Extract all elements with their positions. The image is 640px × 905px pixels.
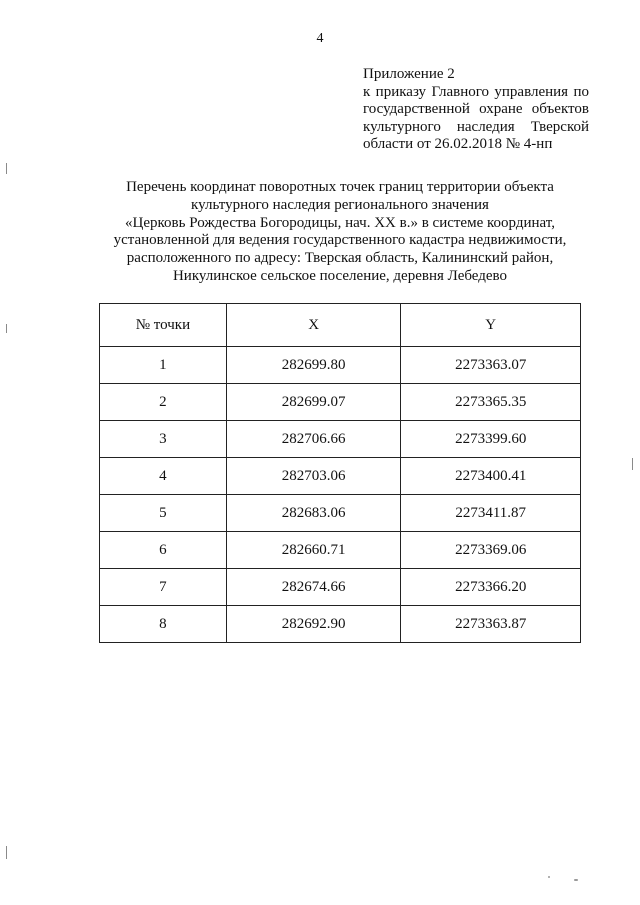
table-row — [100, 532, 581, 569]
header-y: Y — [401, 304, 581, 347]
table-row — [100, 495, 581, 532]
heading-line: Перечень координат поворотных точек границ территории объекта — [126, 179, 554, 195]
point-number-cell: 8 — [100, 606, 227, 643]
y-cell: 2273400.41 — [401, 458, 581, 495]
appendix-line: государственной охране объектов — [363, 101, 589, 118]
appendix-line: культурного наследия Тверской — [363, 118, 589, 135]
point-number-cell: 5 — [100, 495, 227, 532]
heading-line: установленной для ведения государственного кадастра недвижимости, — [113, 232, 567, 249]
x-cell: 282699.07 — [226, 384, 401, 421]
appendix-line: к приказу Главного управления по — [363, 83, 589, 100]
scan-margin-mark — [6, 846, 7, 859]
x-cell: 282683.06 — [226, 495, 401, 532]
point-number-cell: 3 — [100, 421, 227, 458]
x-cell: 282699.80 — [226, 347, 401, 384]
x-cell: 282703.06 — [226, 458, 401, 495]
table-row — [100, 458, 581, 495]
scan-speck — [548, 876, 550, 878]
heading-line: расположенного по адресу: Тверская область, Калининский район, — [126, 250, 554, 267]
x-cell: 282692.90 — [226, 606, 401, 643]
scan-margin-mark — [6, 324, 7, 333]
table-row — [100, 384, 581, 421]
x-cell: 282706.66 — [226, 421, 401, 458]
point-number-cell: 4 — [100, 458, 227, 495]
appendix-block — [363, 66, 589, 154]
y-cell: 2273411.87 — [401, 495, 581, 532]
y-cell: 2273399.60 — [401, 421, 581, 458]
table-row — [100, 347, 581, 384]
table-row — [100, 421, 581, 458]
heading-line: Никулинское сельское поселение, деревня Лебедево — [172, 267, 508, 284]
header-x: X — [226, 304, 401, 347]
header-point-number: № точки — [100, 304, 227, 347]
y-cell: 2273363.87 — [401, 606, 581, 643]
y-cell: 2273366.20 — [401, 569, 581, 606]
scan-margin-mark — [6, 163, 7, 174]
table-row — [100, 569, 581, 606]
y-cell: 2273365.35 — [401, 384, 581, 421]
appendix-line: Приложение 2 — [363, 66, 455, 82]
coordinates-table — [99, 303, 581, 643]
x-cell: 282674.66 — [226, 569, 401, 606]
heading-line: «Церковь Рождества Богородицы, нач. XX в.» в системе координат, — [125, 214, 555, 231]
page-number: 4 — [316, 31, 324, 46]
table-header-row — [100, 304, 581, 347]
y-cell: 2273369.06 — [401, 532, 581, 569]
document-heading — [0, 179, 640, 286]
scan-margin-mark — [632, 458, 633, 470]
point-number-cell: 2 — [100, 384, 227, 421]
x-cell: 282660.71 — [226, 532, 401, 569]
heading-line: культурного наследия регионального значения — [191, 196, 489, 213]
appendix-line: области от 26.02.2018 № 4-нп — [363, 136, 553, 153]
point-number-cell: 6 — [100, 532, 227, 569]
table-row — [100, 606, 581, 643]
point-number-cell: 7 — [100, 569, 227, 606]
point-number-cell: 1 — [100, 347, 227, 384]
y-cell: 2273363.07 — [401, 347, 581, 384]
scan-speck — [574, 879, 578, 881]
